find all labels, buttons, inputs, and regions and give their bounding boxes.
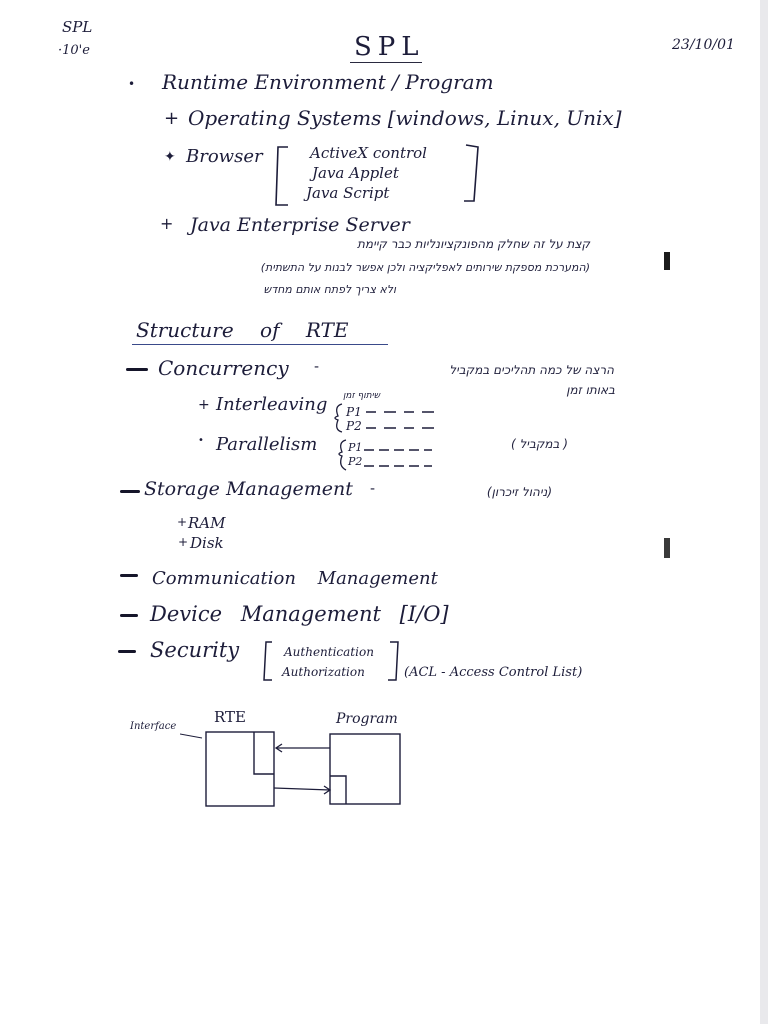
dash-separator: - [370,481,376,497]
right-bracket-icon [460,143,484,205]
os-line: Operating Systems [windows, Linux, Unix] [188,106,622,130]
browser-item-script: Java Script [306,184,390,202]
parallelism-p1: P1 [348,441,363,454]
parallelism-schedule-icon [334,436,438,472]
concurrency-note-1: הרצה של כמה תהליכים במקביל [449,363,614,377]
dash-icon [118,650,136,653]
dash-icon [120,490,140,493]
browser-item-activex: ActiveX control [310,144,427,162]
interface-label: Interface [130,721,177,732]
plus-icon: + [160,214,174,233]
security-item-authorization: Authorization [282,665,365,679]
security-label: Security [150,638,240,662]
title-underline [350,62,422,63]
left-bracket-icon [258,640,278,682]
dash-icon [120,614,138,617]
runtime-heading: Runtime Environment / Program [162,70,494,94]
storage-label: Storage Management [144,478,353,500]
acl-label: (ACL - Access Control List) [404,665,583,680]
interleaving-p2: P2 [346,419,362,433]
browser-item-applet: Java Applet [312,164,399,182]
browser-label: Browser [186,146,263,167]
hebrew-note-1: קצת על זה שחלק מהפונקציונליות כבר קיימת [357,237,590,251]
rte-label: RTE [214,708,246,726]
plus-icon: + [178,535,189,549]
bullet-dot: • [128,77,136,91]
parallelism-label: Parallelism [216,434,318,455]
parallelism-note: ( במקביל ) [510,437,568,451]
interleaving-schedule-icon [330,400,442,434]
interleaving-tag: שיתוף זמן [342,391,380,401]
plus-icon: + [164,108,180,129]
parallelism-p2: P2 [348,455,363,468]
right-bracket-icon [386,640,402,682]
binder-hole-mark [664,252,670,270]
program-label: Program [336,711,398,727]
plus-icon: ✦ [164,149,176,165]
dash-separator: - [314,359,320,375]
dash-icon [120,574,138,577]
security-item-authentication: Authentication [284,645,374,659]
interleaving-p1: P1 [346,405,362,419]
left-bracket-icon [270,145,294,207]
plus-icon: + [198,397,210,413]
storage-item-ram: RAM [188,514,226,532]
rte-program-diagram [180,720,420,812]
corner-title: SPL [62,18,93,36]
page-date: 23/10/01 [672,37,735,53]
concurrency-label: Concurrency [158,356,289,380]
dash-icon [126,368,148,371]
page-title: SPL [354,32,425,62]
scan-edge [760,0,768,1024]
hebrew-note-3: ולא צריך לפתח אותם מחדש [263,283,396,296]
concurrency-note-2: באותו זמן [566,383,615,397]
corner-subtitle: ·10'e [58,43,90,58]
communication-label: Communication Management [152,568,438,589]
hebrew-note-2: (המערכת מספקת שירותים לאפליקציה ולכן אפשר לבנות על התשתית) [260,261,590,274]
storage-item-disk: Disk [190,534,224,552]
interleaving-label: Interleaving [216,394,328,415]
storage-note: (ניהול זיכרון) [486,485,552,499]
structure-underline [132,344,388,345]
java-server-label: Java Enterprise Server [190,214,410,236]
device-label: Device Management [I/O] [150,602,449,626]
plus-icon: + [177,515,188,529]
binder-hole-mark [664,538,670,558]
structure-heading: Structure of RTE [136,318,349,342]
bullet-dot: • [198,435,204,446]
